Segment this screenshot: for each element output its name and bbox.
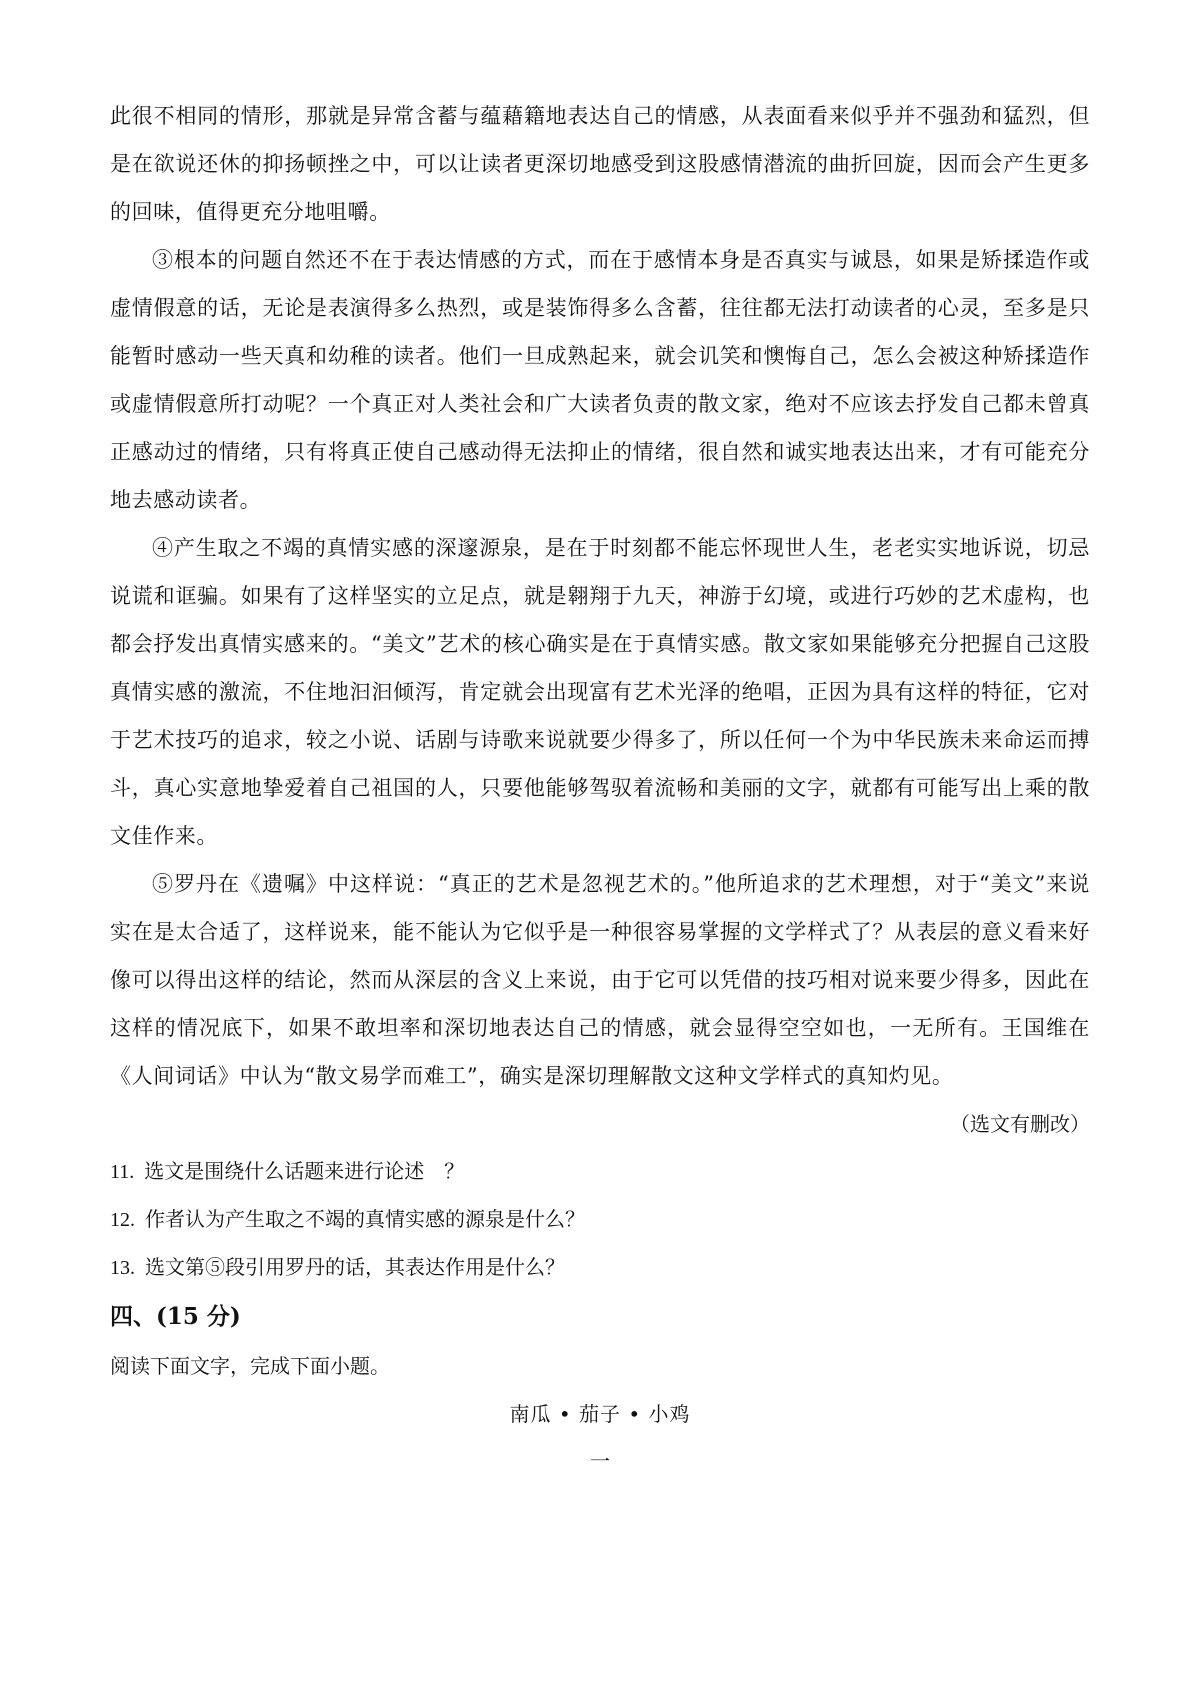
essay-paragraph-3: ③根本的问题自然还不在于表达情感的方式，而在于感情本身是否真实与诚恳，如果是矫揉造作或虚情假意的话，无论是表演得多么热烈，或是装饰得多么含蓄，往往都无法打动读者的心灵，至多是只能暂时感动一些天真和幼稚的读者。他们一旦成熟起来，就会讥笑和懊悔自己，怎么会被这种矫揉造作或虚情假意所打动呢？一个真正对人类社会和广大读者负责的散文家，绝对不应该去抒发自己都未曾真正感动过的情绪，只有将真正使自己感动得无法抑止的情绪，很自然和诚实地表达出来，才有可能充分地去感动读者。 bbox=[110, 248, 1090, 512]
question-number: 13. bbox=[110, 1257, 135, 1279]
story-title: 南瓜 • 茄子 • 小鸡 bbox=[509, 1402, 691, 1426]
section-instruction: 阅读下面文字，完成下面小题。 bbox=[110, 1354, 390, 1378]
story-chapter-heading: 一 bbox=[590, 1449, 610, 1473]
source-note: （选文有删改） bbox=[950, 1112, 1090, 1136]
question-number: 12. bbox=[110, 1209, 135, 1231]
question-13 bbox=[110, 1244, 1090, 1292]
question-text: 选文第⑤段引用罗丹的话，其表达作用是什么？ bbox=[145, 1257, 565, 1279]
section-title: 四、(15 分) bbox=[110, 1303, 241, 1330]
document-page bbox=[110, 92, 1090, 1484]
question-text: 选文是围绕什么话题来进行论述 ？ bbox=[144, 1161, 465, 1183]
question-number: 11. bbox=[110, 1161, 135, 1183]
essay-paragraph-4: ④产生取之不竭的真情实感的深邃源泉，是在于时刻都不能忘怀现世人生，老老实实地诉说，切忌说谎和诓骗。如果有了这样坚实的立足点，就是翱翔于九天，神游于幻境，或进行巧妙的艺术虚构，也都会抒发出真情实感来的。“美文”艺术的核心确实是在于真情实感。散文家如果能够充分把握自己这股真情实感的激流，不住地汩汩倾泻，肯定就会出现富有艺术光泽的绝唱，正因为具有这样的特征，它对于艺术技巧的追求，较之小说、话剧与诗歌来说就要少得多了，所以任何一个为中华民族未来命运而搏斗，真心实意地挚爱着自己祖国的人，只要他能够驾驭着流畅和美丽的文字，就都有可能写出上乘的散文佳作来。 bbox=[110, 536, 1090, 848]
question-11 bbox=[110, 1148, 1090, 1196]
question-text: 作者认为产生取之不竭的真情实感的源泉是什么？ bbox=[145, 1209, 585, 1231]
essay-paragraph-2-continuation: 此很不相同的情形，那就是异常含蓄与蕴藉籍地表达自己的情感，从表面看来似乎并不强劲和猛烈，但是在欲说还休的抑扬顿挫之中，可以让读者更深切地感受到这股感情潜流的曲折回旋，因而会产生更多的回味，值得更充分地咀嚼。 bbox=[110, 104, 1090, 224]
essay-paragraph-5: ⑤罗丹在《遗嘱》中这样说：“真正的艺术是忽视艺术的。”他所追求的艺术理想，对于“美文”来说实在是太合适了，这样说来，能不能认为它似乎是一种很容易掌握的文学样式了？从表层的意义看来好像可以得出这样的结论，然而从深层的含义上来说，由于它可以凭借的技巧相对说来要少得多，因此在这样的情况底下，如果不敢坦率和深切地表达自己的情感，就会显得空空如也，一无所有。王国维在《人间词话》中认为“散文易学而难工”，确实是深切理解散文这种文学样式的真知灼见。 bbox=[110, 872, 1090, 1088]
question-12 bbox=[110, 1196, 1090, 1244]
